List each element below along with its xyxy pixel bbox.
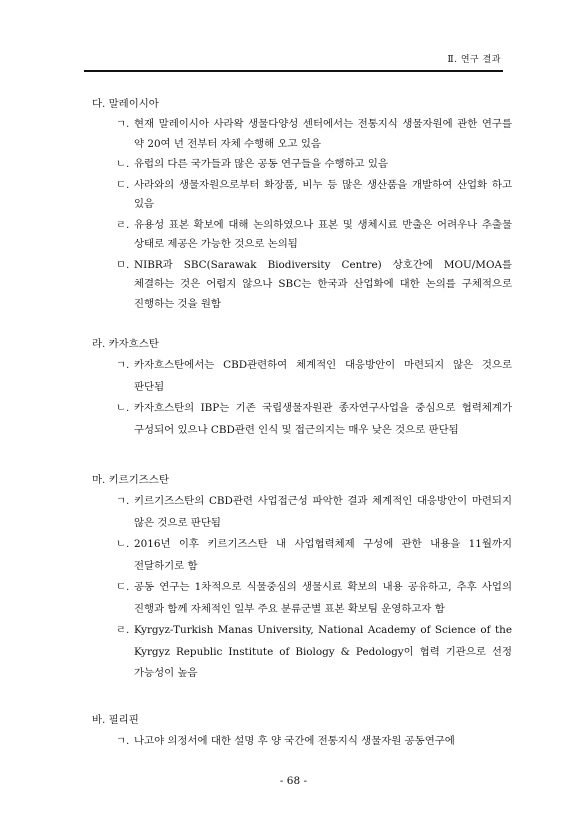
list-item-text: 현재 말레이시아 사라왁 생물다양성 센터에서는 전통지식 생물자원에 관한 연구를 약 20여 년 전부터 자체 수행해 오고 있음 xyxy=(134,118,512,150)
list-marker: ㄷ. xyxy=(116,581,130,593)
list-item-text: 키르기즈스탄의 CBD관련 사업접근성 파악한 결과 체계적인 대응방안이 마련되지 않은 것으로 판단됨 xyxy=(134,495,512,529)
list-marker: ㄱ. xyxy=(116,118,130,130)
list-item-text: 유럽의 다른 국가들과 많은 공동 연구들을 수행하고 있음 xyxy=(134,158,388,170)
section-spacer xyxy=(92,441,512,469)
list-marker: ㄴ. xyxy=(116,158,130,170)
list-item xyxy=(116,620,512,685)
list-item xyxy=(116,355,512,398)
section-title: 바. 필리핀 xyxy=(92,713,139,726)
list-item xyxy=(116,115,512,154)
list-marker: ㄷ. xyxy=(116,178,130,191)
list-marker: ㄹ. xyxy=(116,218,130,231)
list-marker: ㄴ. xyxy=(116,402,130,414)
page-number: - 68 - xyxy=(279,775,308,787)
list-marker: ㄴ. xyxy=(116,538,130,550)
section-title: 다. 말레이시아 xyxy=(92,98,159,110)
list-marker: ㅁ. xyxy=(116,258,130,271)
list-item xyxy=(116,534,512,577)
list-item xyxy=(116,155,512,175)
list-marker: ㄱ. xyxy=(116,734,130,747)
list-item xyxy=(116,256,512,315)
list-item-text: Kyrgyz-Turkish Manas University, National Academy of Science of the Kyrgyz Republic Institute of Biology & Pedology이 협력 기관으로 선정 가능성이 높음 xyxy=(134,624,512,679)
list-marker: ㄹ. xyxy=(116,624,130,636)
section-kazakhstan xyxy=(92,333,512,441)
list-marker: ㄱ. xyxy=(116,359,130,371)
section-title: 마. 키르기즈스탄 xyxy=(92,474,169,486)
running-header: Ⅱ. 연구 결과 xyxy=(447,55,501,65)
list-item-text: 사라와의 생물자원으로부터 화장품, 비누 등 많은 생산품을 개발하여 산업화 하고 있음 xyxy=(134,178,512,210)
section-philippines xyxy=(92,709,512,753)
list-item-text: 카자흐스탄에서는 CBD관련하여 체계적인 대응방안이 마련되지 않은 것으로 판단됨 xyxy=(134,359,512,393)
list-marker: ㄱ. xyxy=(116,495,130,507)
section-title: 라. 카자흐스탄 xyxy=(92,338,159,350)
list-item xyxy=(116,577,512,620)
list-item xyxy=(116,491,512,534)
list-item-text: 2016년 이후 키르기즈스탄 내 사업협력체제 구성에 관한 내용을 11월까지 전달하기로 함 xyxy=(134,538,512,572)
list-item-text: NIBR과 SBC(Sarawak Biodiversity Centre) 상호간에 MOU/MOA를 체결하는 것은 어렵지 않으나 SBC는 한국과 산업화에 대한 논의를 구체적으로 진행하는 것을 원함 xyxy=(134,258,512,310)
list-item-text: 유용성 표본 확보에 대해 논의하였으나 표본 및 생체시료 반출은 어려우나 추출물 상태로 제공은 가능한 것으로 논의됨 xyxy=(134,218,512,250)
section-kyrgyzstan xyxy=(92,469,512,685)
header-rule xyxy=(84,70,503,72)
list-item-text: 카자흐스탄의 IBP는 기존 국립생물자원관 종자연구사업을 중심으로 협력체계가 구성되어 있으나 CBD관련 인식 및 접근의지는 매우 낮은 것으로 판단됨 xyxy=(134,402,512,436)
list-item-text: 공동 연구는 1차적으로 식물중심의 생물시료 확보의 내용 공유하고, 추후 사업의 진행과 함께 자체적인 일부 주요 분류군별 표본 확보팀 운영하고자 함 xyxy=(134,581,512,615)
document-body xyxy=(92,93,512,752)
list-item xyxy=(116,176,512,215)
list-item xyxy=(116,398,512,441)
section-spacer xyxy=(92,685,512,709)
section-spacer xyxy=(92,314,512,333)
section-malaysia xyxy=(92,93,512,314)
list-item xyxy=(116,216,512,255)
list-item-text: 나고야 의정서에 대한 설명 후 양 국간에 전통지식 생물자원 공동연구에 xyxy=(134,734,455,747)
list-item xyxy=(116,731,512,753)
